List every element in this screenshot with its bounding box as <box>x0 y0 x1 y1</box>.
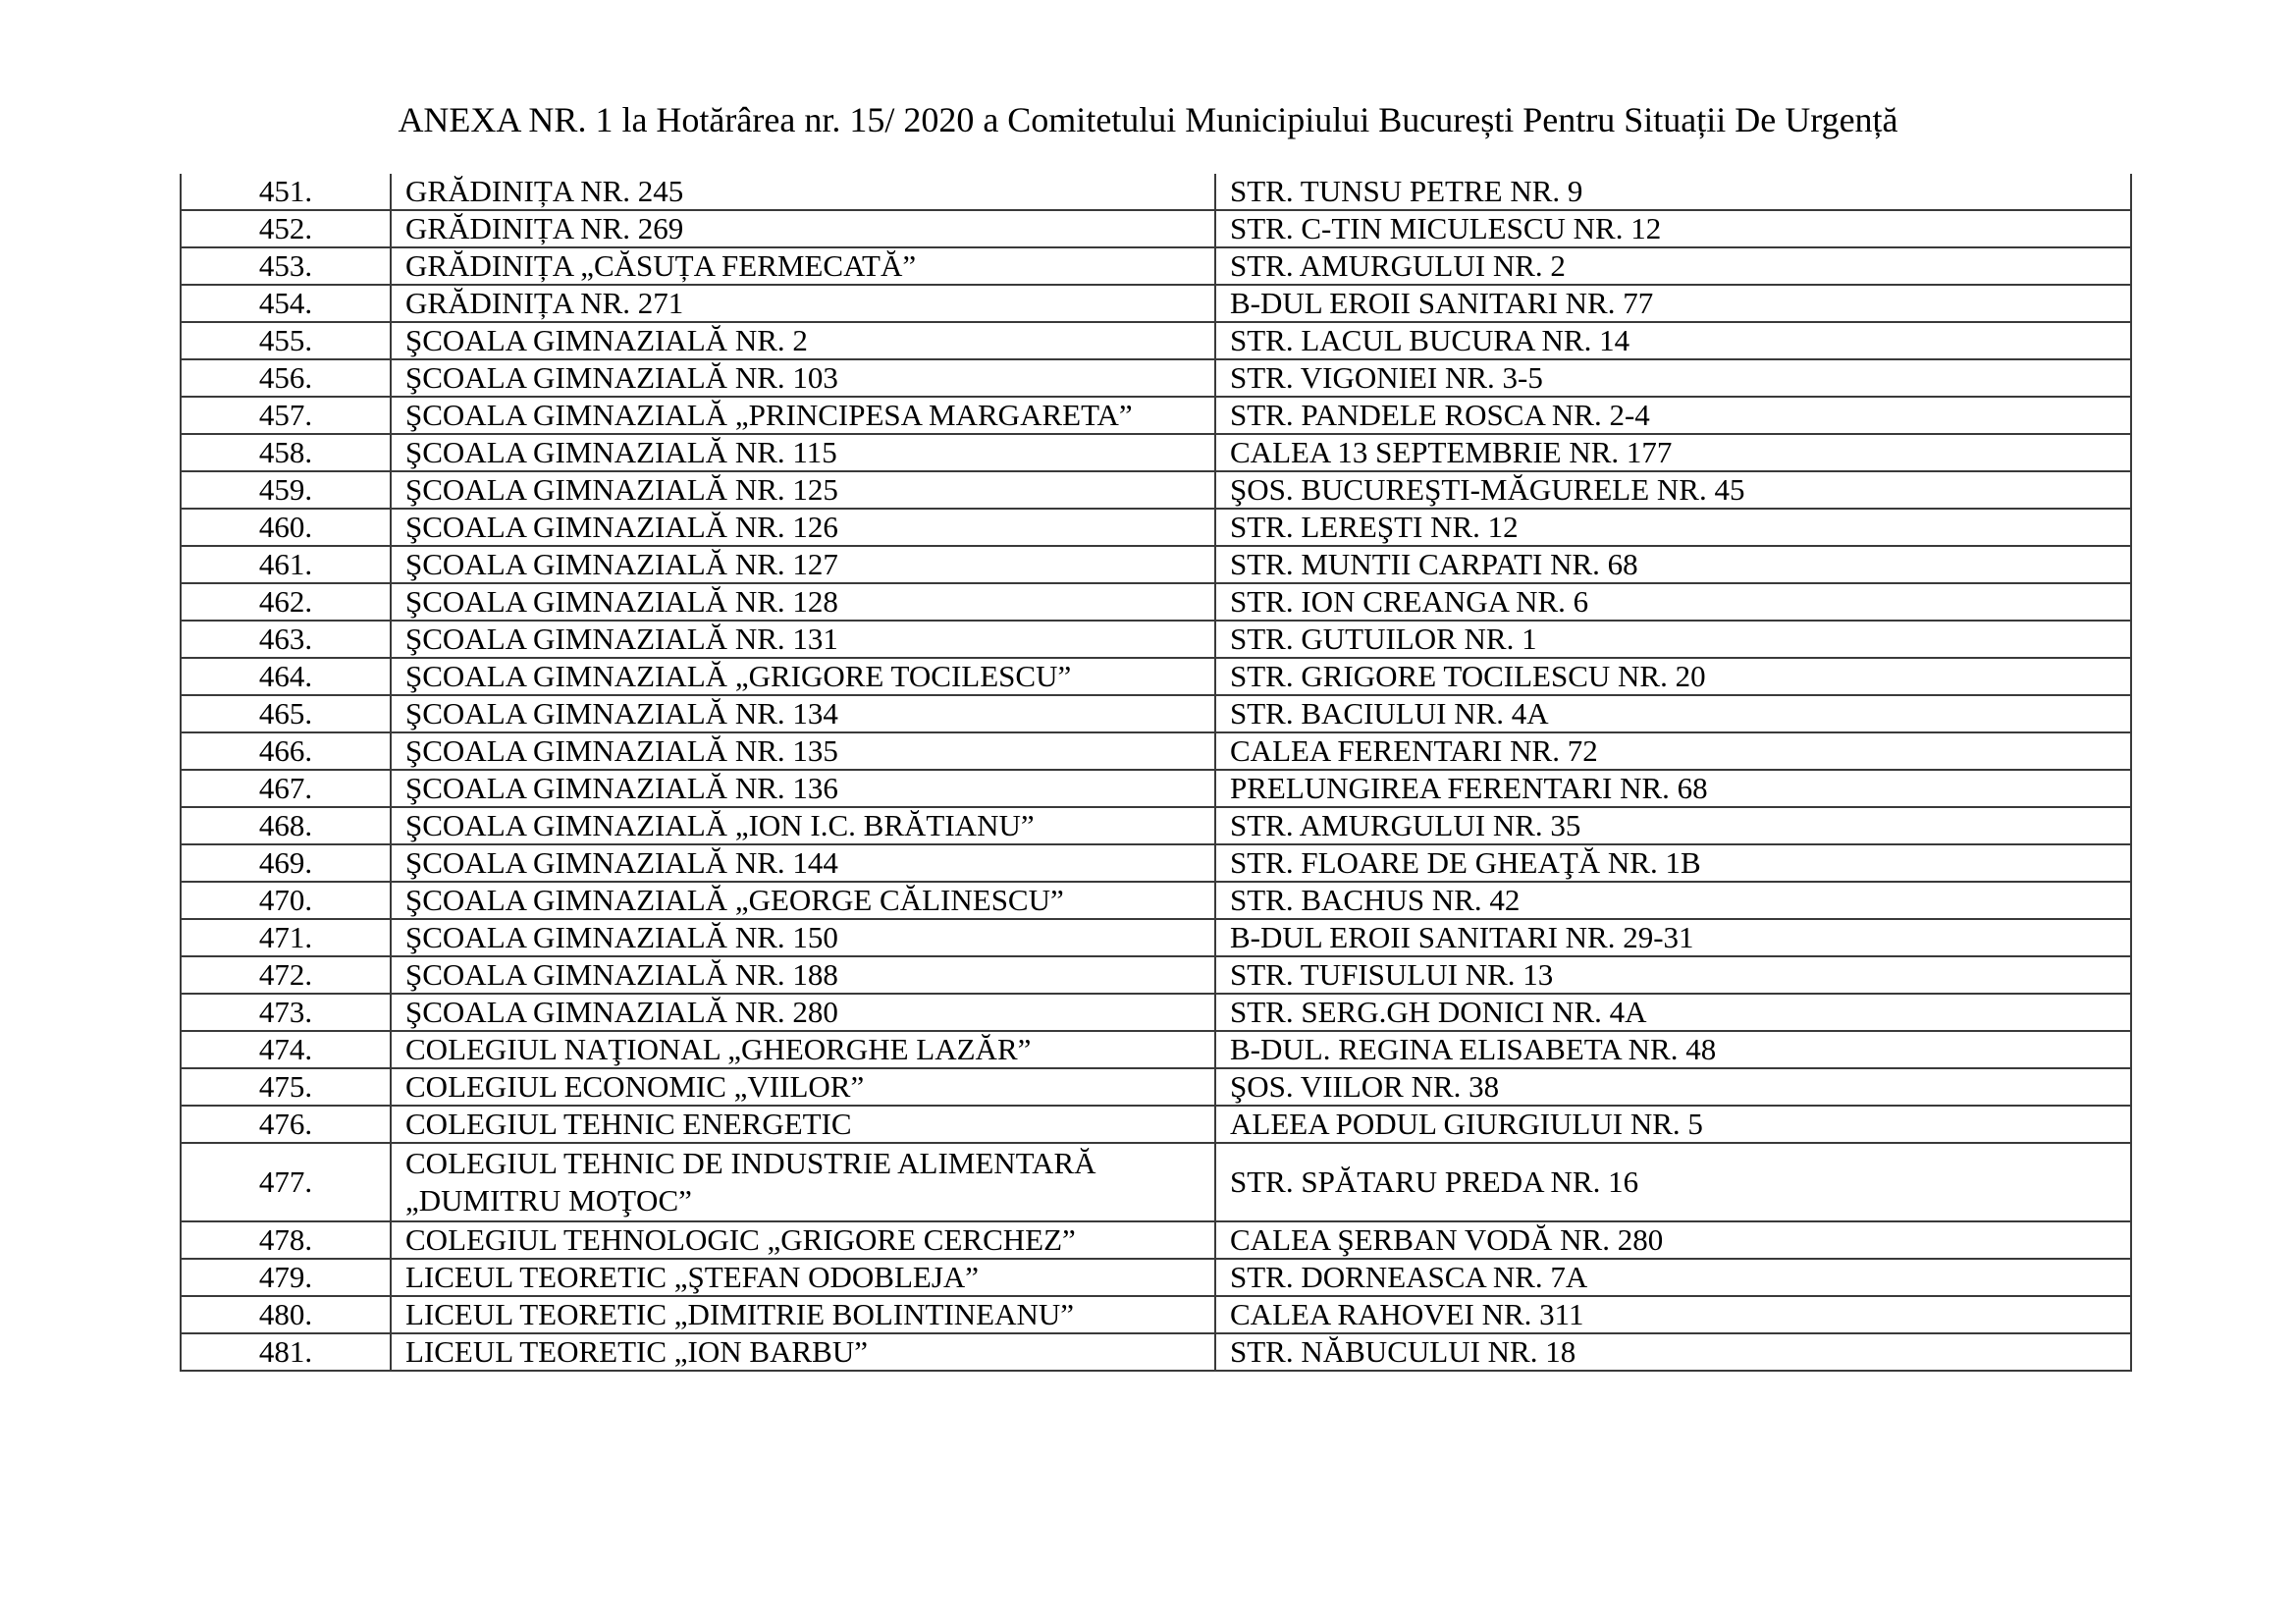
table-row <box>181 770 2131 807</box>
row-number-cell: 477. <box>181 1143 391 1221</box>
institutions-table <box>180 174 2132 1372</box>
address-cell: B-DUL EROII SANITARI NR. 77 <box>1215 285 2131 322</box>
address-cell: STR. SPĂTARU PREDA NR. 16 <box>1215 1143 2131 1221</box>
table-row <box>181 1106 2131 1143</box>
row-number-cell: 462. <box>181 583 391 621</box>
institution-name-cell: ŞCOALA GIMNAZIALĂ NR. 135 <box>391 732 1215 770</box>
address-cell: CALEA 13 SEPTEMBRIE NR. 177 <box>1215 434 2131 471</box>
institution-name-cell: GRĂDINIȚA „CĂSUȚA FERMECATĂ” <box>391 247 1215 285</box>
institution-name-cell: GRĂDINIȚA NR. 269 <box>391 210 1215 247</box>
table-row <box>181 658 2131 695</box>
table-row <box>181 322 2131 359</box>
address-cell: STR. BACHUS NR. 42 <box>1215 882 2131 919</box>
address-cell: STR. PANDELE ROSCA NR. 2-4 <box>1215 397 2131 434</box>
table-row <box>181 844 2131 882</box>
table-row <box>181 621 2131 658</box>
address-cell: CALEA RAHOVEI NR. 311 <box>1215 1296 2131 1333</box>
address-cell: STR. NĂBUCULUI NR. 18 <box>1215 1333 2131 1371</box>
address-cell: STR. ION CREANGA NR. 6 <box>1215 583 2131 621</box>
address-cell: ALEEA PODUL GIURGIULUI NR. 5 <box>1215 1106 2131 1143</box>
institution-name-cell: ŞCOALA GIMNAZIALĂ „PRINCIPESA MARGARETA” <box>391 397 1215 434</box>
institution-name-cell: ŞCOALA GIMNAZIALĂ NR. 150 <box>391 919 1215 956</box>
table-body <box>181 174 2131 1371</box>
table-row <box>181 1221 2131 1259</box>
table-row <box>181 359 2131 397</box>
row-number-cell: 471. <box>181 919 391 956</box>
institution-name-cell: ŞCOALA GIMNAZIALĂ „GRIGORE TOCILESCU” <box>391 658 1215 695</box>
row-number-cell: 474. <box>181 1031 391 1068</box>
row-number-cell: 461. <box>181 546 391 583</box>
row-number-cell: 456. <box>181 359 391 397</box>
row-number-cell: 459. <box>181 471 391 509</box>
row-number-cell: 451. <box>181 174 391 210</box>
table-row <box>181 732 2131 770</box>
table-row <box>181 1143 2131 1221</box>
table-row <box>181 285 2131 322</box>
row-number-cell: 480. <box>181 1296 391 1333</box>
institution-name-cell: ŞCOALA GIMNAZIALĂ NR. 128 <box>391 583 1215 621</box>
address-cell: STR. TUNSU PETRE NR. 9 <box>1215 174 2131 210</box>
table-row <box>181 546 2131 583</box>
table-row <box>181 1259 2131 1296</box>
row-number-cell: 455. <box>181 322 391 359</box>
row-number-cell: 466. <box>181 732 391 770</box>
institution-name-cell: ŞCOALA GIMNAZIALĂ NR. 131 <box>391 621 1215 658</box>
row-number-cell: 472. <box>181 956 391 994</box>
row-number-cell: 460. <box>181 509 391 546</box>
row-number-cell: 465. <box>181 695 391 732</box>
table-row <box>181 807 2131 844</box>
institution-name-cell: ŞCOALA GIMNAZIALĂ „GEORGE CĂLINESCU” <box>391 882 1215 919</box>
row-number-cell: 481. <box>181 1333 391 1371</box>
page-title: ANEXA NR. 1 la Hotărârea nr. 15/ 2020 a Comitetului Municipiului București Pentru Situații De Urgență <box>398 100 1898 139</box>
address-cell: STR. SERG.GH DONICI NR. 4A <box>1215 994 2131 1031</box>
address-cell: STR. LEREŞTI NR. 12 <box>1215 509 2131 546</box>
address-cell: STR. AMURGULUI NR. 35 <box>1215 807 2131 844</box>
row-number-cell: 467. <box>181 770 391 807</box>
institution-name-cell: GRĂDINIȚA NR. 271 <box>391 285 1215 322</box>
row-number-cell: 478. <box>181 1221 391 1259</box>
institution-name-cell: ŞCOALA GIMNAZIALĂ „ION I.C. BRĂTIANU” <box>391 807 1215 844</box>
institution-name-cell: ŞCOALA GIMNAZIALĂ NR. 125 <box>391 471 1215 509</box>
address-cell: B-DUL EROII SANITARI NR. 29-31 <box>1215 919 2131 956</box>
address-cell: STR. FLOARE DE GHEAŢĂ NR. 1B <box>1215 844 2131 882</box>
institution-name-cell: GRĂDINIȚA NR. 245 <box>391 174 1215 210</box>
address-cell: CALEA ŞERBAN VODĂ NR. 280 <box>1215 1221 2131 1259</box>
institution-name-cell: ŞCOALA GIMNAZIALĂ NR. 280 <box>391 994 1215 1031</box>
table-row <box>181 919 2131 956</box>
table-row <box>181 210 2131 247</box>
address-cell: ŞOS. VIILOR NR. 38 <box>1215 1068 2131 1106</box>
institution-name-cell: ŞCOALA GIMNAZIALĂ NR. 126 <box>391 509 1215 546</box>
table-row <box>181 434 2131 471</box>
institution-name-cell: COLEGIUL ECONOMIC „VIILOR” <box>391 1068 1215 1106</box>
table-row <box>181 1333 2131 1371</box>
institution-name-cell: ŞCOALA GIMNAZIALĂ NR. 2 <box>391 322 1215 359</box>
address-cell: STR. GUTUILOR NR. 1 <box>1215 621 2131 658</box>
institution-name-cell: ŞCOALA GIMNAZIALĂ NR. 103 <box>391 359 1215 397</box>
institution-name-cell: ŞCOALA GIMNAZIALĂ NR. 144 <box>391 844 1215 882</box>
institution-name-cell: COLEGIUL TEHNIC ENERGETIC <box>391 1106 1215 1143</box>
table-row <box>181 174 2131 210</box>
table-row <box>181 471 2131 509</box>
row-number-cell: 457. <box>181 397 391 434</box>
address-cell: STR. LACUL BUCURA NR. 14 <box>1215 322 2131 359</box>
address-cell: ŞOS. BUCUREŞTI-MĂGURELE NR. 45 <box>1215 471 2131 509</box>
institution-name-cell: ŞCOALA GIMNAZIALĂ NR. 188 <box>391 956 1215 994</box>
row-number-cell: 452. <box>181 210 391 247</box>
address-cell: PRELUNGIREA FERENTARI NR. 68 <box>1215 770 2131 807</box>
table-row <box>181 397 2131 434</box>
table-row <box>181 247 2131 285</box>
table-row <box>181 695 2131 732</box>
institution-name-cell: LICEUL TEORETIC „ŞTEFAN ODOBLEJA” <box>391 1259 1215 1296</box>
institution-name-cell: COLEGIUL NAŢIONAL „GHEORGHE LAZĂR” <box>391 1031 1215 1068</box>
row-number-cell: 458. <box>181 434 391 471</box>
table-row <box>181 583 2131 621</box>
institution-name-cell: LICEUL TEORETIC „ION BARBU” <box>391 1333 1215 1371</box>
row-number-cell: 468. <box>181 807 391 844</box>
row-number-cell: 470. <box>181 882 391 919</box>
row-number-cell: 469. <box>181 844 391 882</box>
row-number-cell: 479. <box>181 1259 391 1296</box>
address-cell: STR. DORNEASCA NR. 7A <box>1215 1259 2131 1296</box>
address-cell: STR. C-TIN MICULESCU NR. 12 <box>1215 210 2131 247</box>
institution-name-cell: COLEGIUL TEHNOLOGIC „GRIGORE CERCHEZ” <box>391 1221 1215 1259</box>
table-row <box>181 956 2131 994</box>
row-number-cell: 476. <box>181 1106 391 1143</box>
row-number-cell: 454. <box>181 285 391 322</box>
institution-name-cell: COLEGIUL TEHNIC DE INDUSTRIE ALIMENTARĂ „DUMITRU MOŢOC” <box>391 1143 1215 1221</box>
institution-name-cell: ŞCOALA GIMNAZIALĂ NR. 134 <box>391 695 1215 732</box>
address-cell: STR. MUNTII CARPATI NR. 68 <box>1215 546 2131 583</box>
table-row <box>181 1031 2131 1068</box>
address-cell: CALEA FERENTARI NR. 72 <box>1215 732 2131 770</box>
address-cell: STR. TUFISULUI NR. 13 <box>1215 956 2131 994</box>
institution-name-cell: ŞCOALA GIMNAZIALĂ NR. 115 <box>391 434 1215 471</box>
row-number-cell: 473. <box>181 994 391 1031</box>
address-cell: STR. AMURGULUI NR. 2 <box>1215 247 2131 285</box>
table-row <box>181 882 2131 919</box>
address-cell: STR. GRIGORE TOCILESCU NR. 20 <box>1215 658 2131 695</box>
row-number-cell: 464. <box>181 658 391 695</box>
table-row <box>181 1296 2131 1333</box>
table-row <box>181 994 2131 1031</box>
table-row <box>181 1068 2131 1106</box>
row-number-cell: 453. <box>181 247 391 285</box>
address-cell: STR. VIGONIEI NR. 3-5 <box>1215 359 2131 397</box>
row-number-cell: 463. <box>181 621 391 658</box>
row-number-cell: 475. <box>181 1068 391 1106</box>
institution-name-cell: ŞCOALA GIMNAZIALĂ NR. 127 <box>391 546 1215 583</box>
address-cell: STR. BACIULUI NR. 4A <box>1215 695 2131 732</box>
table-row <box>181 509 2131 546</box>
institution-name-cell: LICEUL TEORETIC „DIMITRIE BOLINTINEANU” <box>391 1296 1215 1333</box>
institution-name-cell: ŞCOALA GIMNAZIALĂ NR. 136 <box>391 770 1215 807</box>
address-cell: B-DUL. REGINA ELISABETA NR. 48 <box>1215 1031 2131 1068</box>
